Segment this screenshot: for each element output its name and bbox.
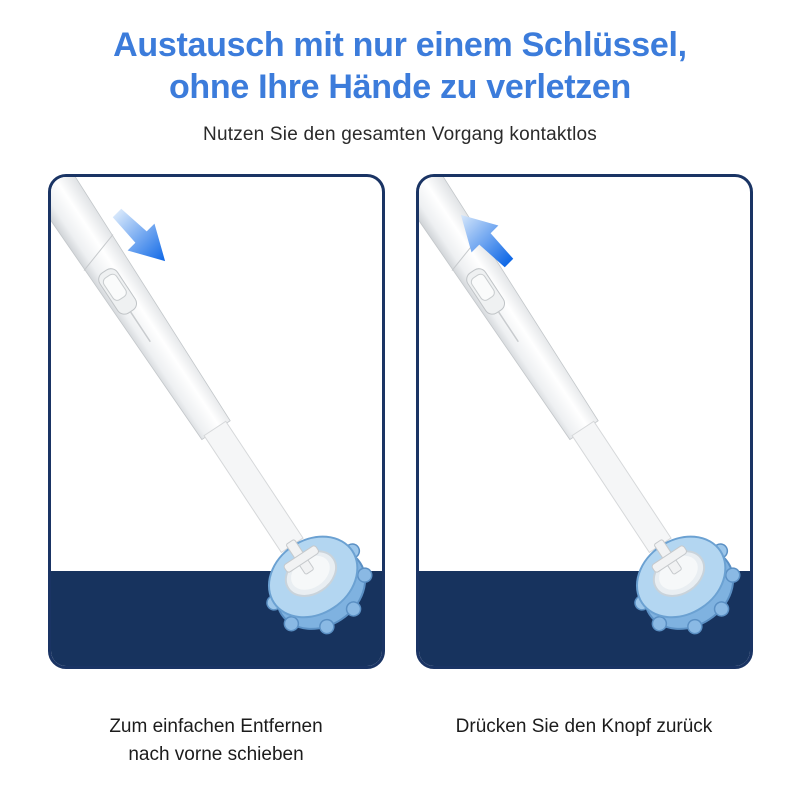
title-line-1: Austausch mit nur einem Schlüssel,	[113, 26, 687, 64]
step-2-panel	[416, 174, 753, 669]
header	[0, 0, 800, 146]
handle-rod	[572, 421, 671, 552]
step-2-caption	[416, 713, 753, 769]
handle-rod	[204, 421, 303, 552]
step-1-illustration	[51, 177, 382, 666]
page-title	[0, 24, 800, 108]
page-subtitle: Nutzen Sie den gesamten Vorgang kontaktlos	[203, 124, 597, 145]
step-1-caption-line-2: nach vorne schieben	[128, 744, 304, 765]
step-2-illustration	[419, 177, 750, 666]
captions-row	[0, 713, 800, 769]
step-1-caption	[48, 713, 385, 769]
step-2-caption-line-1: Drücken Sie den Knopf zurück	[455, 716, 713, 737]
step-1-caption-line-1: Zum einfachen Entfernen	[109, 716, 323, 737]
step-1-panel	[48, 174, 385, 669]
step-panels-row	[0, 174, 800, 669]
title-line-2: ohne Ihre Hände zu verletzen	[168, 68, 632, 106]
